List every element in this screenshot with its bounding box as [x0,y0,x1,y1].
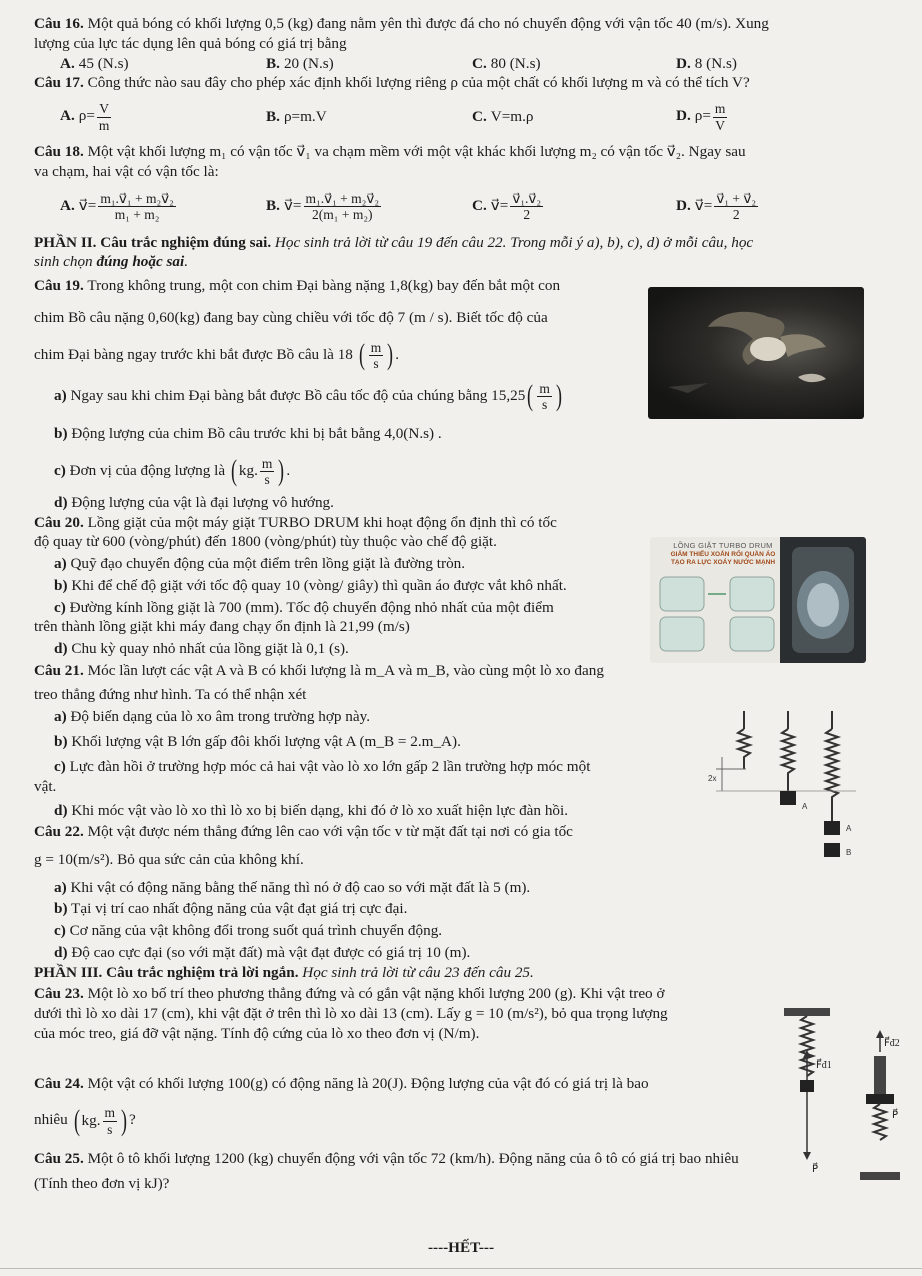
q23-line2: dưới thì lò xo dài 17 (cm), khi vật đặt ở trên thì lò xo dài 13 (cm). Lấy g = 10 (m/s²), bỏ qua trọng lượng [34,1005,668,1023]
q17-label: Câu 17. [34,74,84,92]
fig-label-fd2: F⃗đ2 [884,1038,900,1049]
q18-option-b[interactable]: B. v⃗= $\frac{\text{m₁.v⃗₁ + m₂v⃗₂}}{\text{2(m₁ + m₂)}}$ [266,190,380,222]
q19-statement-b[interactable]: b) Động lượng của chim Bồ câu trước khi bị bắt bằng 4,0(N.s) . [54,424,442,442]
q18-option-c[interactable]: C. v⃗= $\frac{\text{v⃗₁.v⃗₂}}{2}$ [472,190,542,222]
q23-label: Câu 23. [34,985,84,1003]
q19-statement-d[interactable]: d) Động lượng của vật là đại lượng vô hướng. [54,493,334,511]
q16-line2: lượng của lực tác dụng lên quả bóng có giá trị bằng [34,34,347,52]
q18-text: Một vật khối lượng m₁ có vận tốc v⃗₁ va chạm mềm với một vật khác khối lượng m₂ có vận tốc v⃗₂. Ngay sau [87,143,746,160]
q21-statement-a[interactable]: a) Độ biến dạng của lò xo âm trong trường hợp này. [54,708,371,726]
q25-line1: Câu 25. Một ô tô khối lượng 1200 (kg) chuyển động với vận tốc 72 (km/h). Động năng của ô tô có giá trị bao nhiêu [34,1149,739,1167]
q18-option-d[interactable]: D. v⃗= $\frac{\text{v⃗₁ + v⃗₂}}{2}$ [676,190,757,222]
q18-label: Câu 18. [34,143,84,160]
spring-force-figure [780,1006,904,1196]
q20-line1: Câu 20. Lồng giặt của một máy giặt TURBO DRUM khi hoạt động ổn định thì có tốc [34,513,557,531]
footer-rule [0,1268,922,1269]
q20-statement-d[interactable]: d) Chu kỳ quay nhỏ nhất của lồng giặt là 0,1 (s). [54,640,349,658]
part2-instruction: Học sinh trả lời từ câu 19 đến câu 22. Trong mỗi ý a), b), c), d) ở mỗi câu, học [271,233,754,251]
q20-statement-b[interactable]: b) Khi để chế độ giặt với tốc độ quay 10 (vòng/ giây) thì quần áo được vắt khô nhất. [54,576,567,594]
q17-option-a[interactable]: A. ρ= $\frac{V}{m}$ [60,101,110,133]
fig-label-a2: A [846,824,852,833]
q20-label: Câu 20. [34,513,84,531]
eagle-photo [648,287,864,419]
q19-statement-c[interactable]: c) Đơn vị của động lượng là ( kg. $\frac{m}{s}$ ) . [54,454,291,488]
q16-options [34,54,896,74]
q17-option-c[interactable]: C. V=m.ρ [472,108,534,126]
part3-title: PHẦN III. Câu trắc nghiệm trả lời ngắn. [34,963,299,981]
q18-options [34,185,896,229]
q22-statement-c[interactable]: c) Cơ năng của vật không đổi trong suốt quá trình chuyển động. [54,922,443,940]
q21-statement-b[interactable]: b) Khối lượng vật B lớn gấp đôi khối lượng vật A (m_B = 2.m_A). [54,733,461,751]
q24-line2: nhiêu ( kg. $\frac{m}{s}$ ) ? [34,1104,136,1138]
q23-line3: của móc treo, giá đỡ vật nặng. Tính độ cứng của lò xo theo đơn vị (N/m). [34,1024,480,1042]
q16-option-c[interactable]: C. 80 (N.s) [472,54,541,72]
fig-label-2x: 2x [708,774,717,783]
q22-label: Câu 22. [34,823,84,841]
q16-label: Câu 16. [34,15,84,32]
fig-label-b: B [846,848,852,857]
part3-instruction: Học sinh trả lời từ câu 23 đến câu 25. [298,963,534,981]
q16-option-a[interactable]: A. 45 (N.s) [60,54,129,72]
q19-statement-a[interactable]: a) Ngay sau khi chim Đại bàng bắt được Bồ câu tốc độ của chúng bằng 15,25 ( $\frac{m}{s}$ ) [54,379,562,413]
q23-line1: Câu 23. Một lò xo bố trí theo phương thẳng đứng và có gắn vật nặng khối lượng 200 (g). Khi vật treo ở [34,985,665,1003]
drum-subtitle-2: TẠO RA LỰC XOÁY NƯỚC MẠNH [670,559,776,567]
q19-line3: chim Đại bàng ngay trước khi bắt được Bồ câu là 18 ( $\frac{m}{s}$ ) . [34,338,400,372]
q16-text: Một quả bóng có khối lượng 0,5 (kg) đang nằm yên thì được đá cho nó chuyển động với vận tốc 40 (m/s). Xung [87,15,769,32]
q21-statement-c-cont: vật. [34,777,57,795]
q25-label: Câu 25. [34,1149,84,1167]
q25-line2: (Tính theo đơn vị kJ)? [34,1175,170,1193]
part2-title: PHẦN II. Câu trắc nghiệm đúng sai. [34,233,272,251]
end-marker: ----HẾT--- [427,1239,495,1256]
fig-label-p1: P⃗ [892,1110,899,1121]
q17-option-b[interactable]: B. ρ=m.V [266,108,327,126]
q18-option-a[interactable]: A. v⃗= $\frac{\text{m₁.v⃗₁ + m₂v⃗₂}}{\text{m₁ + m₂}}$ [60,190,174,222]
q21-label: Câu 21. [34,661,84,679]
q20-statement-c-cont: trên thành lồng giặt khi máy đang chạy ổn định là 21,99 (m/s) [34,618,410,636]
washing-machine-image [650,537,866,663]
part2-instruction-line2: sinh chọn đúng hoặc sai. [34,253,189,271]
q22-statement-a[interactable]: a) Khi vật có động năng bằng thế năng thì nó ở độ cao so với mặt đất là 5 (m). [54,878,531,896]
q21-line1: Câu 21. Móc lần lượt các vật A và B có khối lượng là m_A và m_B, vào cùng một lò xo đang [34,661,604,679]
q16-option-d[interactable]: D. 8 (N.s) [676,54,737,72]
drum-subtitle-1: GIẢM THIỂU XOẮN RỐI QUẦN ÁO [670,550,776,558]
springs-figure [706,705,866,877]
q17-option-d[interactable]: D. ρ= $\frac{m}{V}$ [676,101,726,133]
fig-label-p2: P⃗ [812,1164,819,1175]
part3-heading [34,963,896,983]
q19-line1: Câu 19. Trong không trung, một con chim Đại bàng nặng 1,8(kg) bay đến bắt một con [34,277,561,294]
q22-statement-d[interactable]: d) Độ cao cực đại (so với mặt đất) mà vật đạt được có giá trị 10 (m). [54,943,471,961]
q22-line2: g = 10(m/s²). Bỏ qua sức cản của không khí. [34,850,304,868]
q17-line [34,73,896,93]
q19-label: Câu 19. [34,277,84,294]
q17-options [34,96,896,138]
q16-line1 [34,14,896,34]
q22-line1: Câu 22. Một vật được ném thẳng đứng lên cao với vận tốc v từ mặt đất tại nơi có gia tốc [34,823,573,841]
fig-label-fd1: F⃗đ1 [816,1060,832,1071]
q20-statement-c[interactable]: c) Đường kính lồng giặt là 700 (mm). Tốc độ chuyển động nhỏ nhất của một điểm [54,598,554,616]
q19-line2: chim Bồ câu nặng 0,60(kg) đang bay cùng chiều với tốc độ 7 (m / s). Biết tốc độ của [34,308,548,326]
fig-label-a: A [802,802,808,811]
q20-line2: độ quay từ 600 (vòng/phút) đến 1800 (vòng/phút) tùy thuộc vào chế độ giặt. [34,533,497,551]
q16-option-b[interactable]: B. 20 (N.s) [266,54,334,72]
q18-line2: va chạm, hai vật có vận tốc là: [34,162,219,180]
q21-statement-c[interactable]: c) Lực đàn hồi ở trường hợp móc cả hai vật vào lò xo lớn gấp 2 lần trường hợp móc một [54,757,591,775]
part2-heading [34,233,896,253]
q22-statement-b[interactable]: b) Tại vị trí cao nhất động năng của vật đạt giá trị cực đại. [54,900,408,918]
q21-line2: treo thẳng đứng như hình. Ta có thể nhận xét [34,685,307,703]
q18-line1 [34,142,896,162]
q20-statement-a[interactable]: a) Quỹ đạo chuyển động của một điểm trên lồng giặt là đường tròn. [54,555,466,573]
drum-title: LỒNG GIẶT TURBO DRUM [673,541,773,550]
q21-statement-d[interactable]: d) Khi móc vật vào lò xo thì lò xo bị biến dạng, khi đó ở lò xo xuất hiện lực đàn hồi. [54,802,569,820]
q24-label: Câu 24. [34,1074,84,1092]
q17-text: Công thức nào sau đây cho phép xác định khối lượng riêng ρ của một chất có khối lượng m và có thể tích V? [87,74,750,92]
q24-line1: Câu 24. Một vật có khối lượng 100(g) có động năng là 20(J). Động lượng của vật đó có giá trị là bao [34,1074,649,1092]
